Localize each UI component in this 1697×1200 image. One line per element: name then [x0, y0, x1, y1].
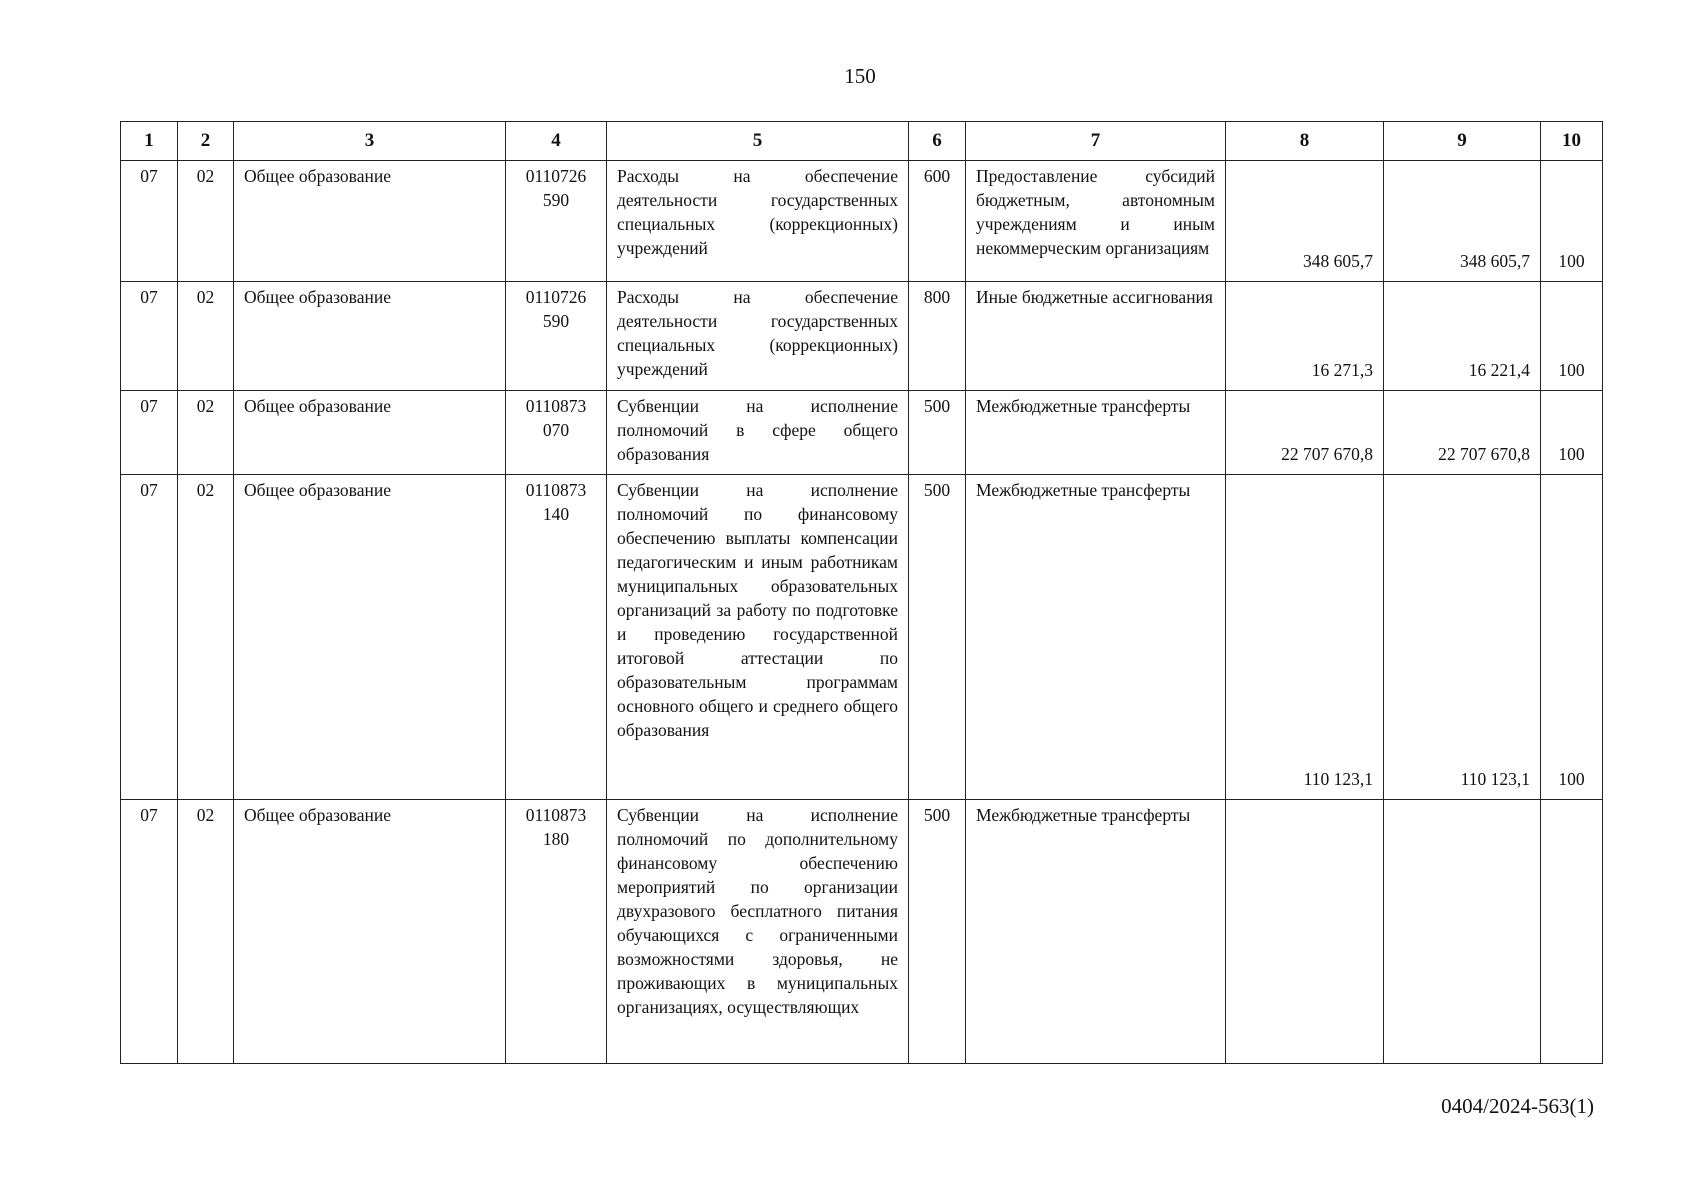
- section-name: Общее образование: [234, 161, 506, 282]
- section-code: 07: [121, 391, 178, 475]
- subsection-code: 02: [178, 282, 234, 391]
- target-article-code-part2: 140: [542, 504, 570, 524]
- target-article-code: [506, 161, 607, 282]
- table-row: [121, 282, 1603, 391]
- table-row: [121, 161, 1603, 282]
- document-code: 0404/2024-563(1): [1441, 1094, 1594, 1118]
- column-header: 8: [1226, 122, 1384, 161]
- target-article-code: [506, 475, 607, 800]
- target-article-code: [506, 391, 607, 475]
- target-article-code-part1: 0110873: [525, 480, 587, 500]
- expense-type-code: 500: [909, 391, 966, 475]
- execution-percent: 100: [1541, 161, 1603, 282]
- target-article-code-part1: 0110873: [525, 396, 587, 416]
- subsection-code: 02: [178, 800, 234, 1064]
- planned-amount: 348 605,7: [1226, 161, 1384, 282]
- column-header: 4: [506, 122, 607, 161]
- section-name: Общее образование: [234, 282, 506, 391]
- section-name: Общее образование: [234, 475, 506, 800]
- section-name: Общее образование: [234, 800, 506, 1064]
- expense-type-name: Межбюджетные трансферты: [966, 800, 1226, 1064]
- executed-amount: 16 221,4: [1384, 282, 1541, 391]
- column-header: 3: [234, 122, 506, 161]
- table-row: [121, 800, 1603, 1064]
- planned-amount: 110 123,1: [1226, 475, 1384, 800]
- target-article-code-part1: 0110726: [525, 166, 587, 186]
- section-code: 07: [121, 475, 178, 800]
- column-header: 2: [178, 122, 234, 161]
- expense-type-code: 800: [909, 282, 966, 391]
- target-article-code-part2: 180: [542, 829, 570, 849]
- expense-description: Расходы на обеспечение деятельности государственных специальных (коррекционных) учреждений: [607, 282, 909, 391]
- expense-type-name: Предоставление субсидий бюджетным, автономным учреждениям и иным некоммерческим организациям: [966, 161, 1226, 282]
- expense-type-code: 500: [909, 800, 966, 1064]
- expense-description: Субвенции на исполнение полномочий по дополнительному финансовому обеспечению мероприятий по организации двухразового бесплатного питания обучающихся с ограниченными возможностями здоровья, не проживающих в муниципальных организациях, осуществляющих: [607, 800, 909, 1064]
- execution-percent: 100: [1541, 391, 1603, 475]
- target-article-code-part1: 0110726: [525, 287, 587, 307]
- execution-percent: [1541, 800, 1603, 1064]
- subsection-code: 02: [178, 475, 234, 800]
- section-name: Общее образование: [234, 391, 506, 475]
- expense-description: Субвенции на исполнение полномочий по финансовому обеспечению выплаты компенсации педагогическим и иным работникам муниципальных образовательных организаций за работу по подготовке и проведению государственной итоговой аттестации по образовательным программам основного общего и среднего общего образования: [607, 475, 909, 800]
- page-number: 150: [844, 64, 876, 88]
- target-article-code-part2: 590: [542, 311, 570, 331]
- table-row: [121, 475, 1603, 800]
- subsection-code: 02: [178, 161, 234, 282]
- column-header: 7: [966, 122, 1226, 161]
- planned-amount: 22 707 670,8: [1226, 391, 1384, 475]
- execution-percent: 100: [1541, 282, 1603, 391]
- executed-amount: [1384, 800, 1541, 1064]
- planned-amount: [1226, 800, 1384, 1064]
- expense-type-name: Межбюджетные трансферты: [966, 391, 1226, 475]
- column-header: 9: [1384, 122, 1541, 161]
- expense-type-name: Иные бюджетные ассигнования: [966, 282, 1226, 391]
- expense-description: Расходы на обеспечение деятельности государственных специальных (коррекционных) учреждений: [607, 161, 909, 282]
- expense-type-code: 500: [909, 475, 966, 800]
- column-header: 1: [121, 122, 178, 161]
- subsection-code: 02: [178, 391, 234, 475]
- table-header-row: [121, 122, 1603, 161]
- column-header: 10: [1541, 122, 1603, 161]
- expense-type-name: Межбюджетные трансферты: [966, 475, 1226, 800]
- column-header: 6: [909, 122, 966, 161]
- section-code: 07: [121, 161, 178, 282]
- target-article-code: [506, 800, 607, 1064]
- budget-table: [120, 121, 1603, 1064]
- executed-amount: 348 605,7: [1384, 161, 1541, 282]
- section-code: 07: [121, 282, 178, 391]
- planned-amount: 16 271,3: [1226, 282, 1384, 391]
- target-article-code-part2: 070: [542, 420, 570, 440]
- column-header: 5: [607, 122, 909, 161]
- target-article-code-part1: 0110873: [525, 805, 587, 825]
- target-article-code: [506, 282, 607, 391]
- target-article-code-part2: 590: [542, 190, 570, 210]
- executed-amount: 110 123,1: [1384, 475, 1541, 800]
- execution-percent: 100: [1541, 475, 1603, 800]
- table-row: [121, 391, 1603, 475]
- executed-amount: 22 707 670,8: [1384, 391, 1541, 475]
- expense-type-code: 600: [909, 161, 966, 282]
- expense-description: Субвенции на исполнение полномочий в сфере общего образования: [607, 391, 909, 475]
- section-code: 07: [121, 800, 178, 1064]
